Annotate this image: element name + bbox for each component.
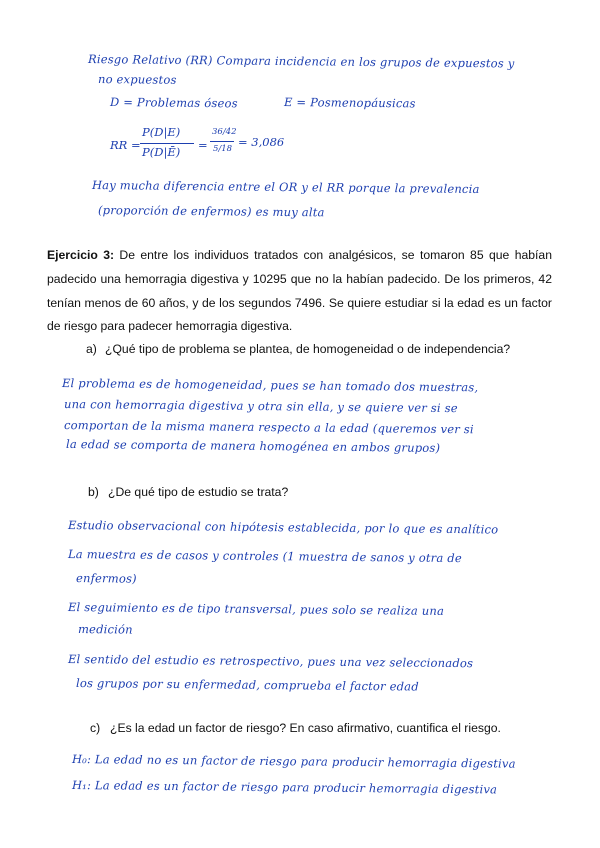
d-definition: D = Problemas óseos [109,95,238,111]
question-b-marker: b) [88,485,99,499]
rr-denominator: P(D|Ē) [142,145,181,159]
question-a-marker: a) [86,342,97,356]
answer-b-line-7: los grupos por su enfermedad, comprueba el factor edad [75,676,419,694]
rr-definition-line-1: Riesgo Relativo (RR) Compara incidencia en los grupos de expuestos y [87,52,515,71]
rr-fraction-bar [140,143,194,144]
answer-a-line-4: la edad se comporta de manera homogénea en ambos grupos) [65,437,441,455]
answer-b-line-4: El seguimiento es de tipo transversal, pues solo se realiza una [67,600,445,618]
rr-value-numerator: 36/42 [212,127,237,137]
answer-b-line-5: medición [77,622,133,637]
answer-b-line-2: La muestra es de casos y controles (1 muestra de sanos y otra de [67,547,462,566]
question-c-text: ¿Es la edad un factor de riesgo? En caso afirmativo, cuantifica el riesgo. [110,721,501,735]
e-definition: E = Posmenopáusicas [283,95,416,111]
answer-c-h1: H₁: La edad es un factor de riesgo para producir hemorragia digestiva [71,778,498,797]
question-c-marker: c) [90,721,101,735]
answer-c-h0: H₀: La edad no es un factor de riesgo para producir hemorragia digestiva [71,752,516,771]
rr-result: = 3,086 [238,135,285,149]
rr-equals: = [198,138,208,152]
exercise-label: Ejercicio 3: [47,248,115,262]
rr-definition-line-2: no expuestos [97,72,177,87]
answer-a-line-1: El problema es de homogeneidad, pues se han tomado dos muestras, [61,376,479,395]
rr-value-denominator: 5/18 [213,144,233,154]
answer-b-line-1: Estudio observacional con hipótesis establecida, por lo que es analítico [67,518,499,537]
rr-value-bar [210,141,234,142]
question-b-text: ¿De qué tipo de estudio se trata? [108,485,289,499]
comment-line-1: Hay mucha diferencia entre el OR y el RR porque la prevalencia [91,178,480,197]
answer-a-line-3: comportan de la misma manera respecto a la edad (queremos ver si [63,418,474,437]
question-a-text: ¿Qué tipo de problema se plantea, de homogeneidad o de independencia? [105,342,511,356]
exercise-statement [47,244,552,339]
exercise-text: De entre los individuos tratados con analgésicos, se tomaron 85 que habían padecido una hemorragia digestiva y 10295 que no la habían padecido. De los primeros, 42 tenían menos de 60 años, y de los segundos 7496. Se quiere estudiar si la edad es un factor de riesgo para padecer hemorragia digestiva. [47,248,552,334]
comment-line-2: (proporción de enfermos) es muy alta [97,203,325,220]
answer-b-line-3: enfermos) [75,571,137,586]
answer-a-line-2: una con hemorragia digestiva y otra sin ella, y se quiere ver si se [63,397,458,416]
answer-b-line-6: El sentido del estudio es retrospectivo, pues una vez seleccionados [67,652,474,671]
rr-label: RR = [110,138,141,152]
rr-numerator: P(D|E) [142,125,181,139]
